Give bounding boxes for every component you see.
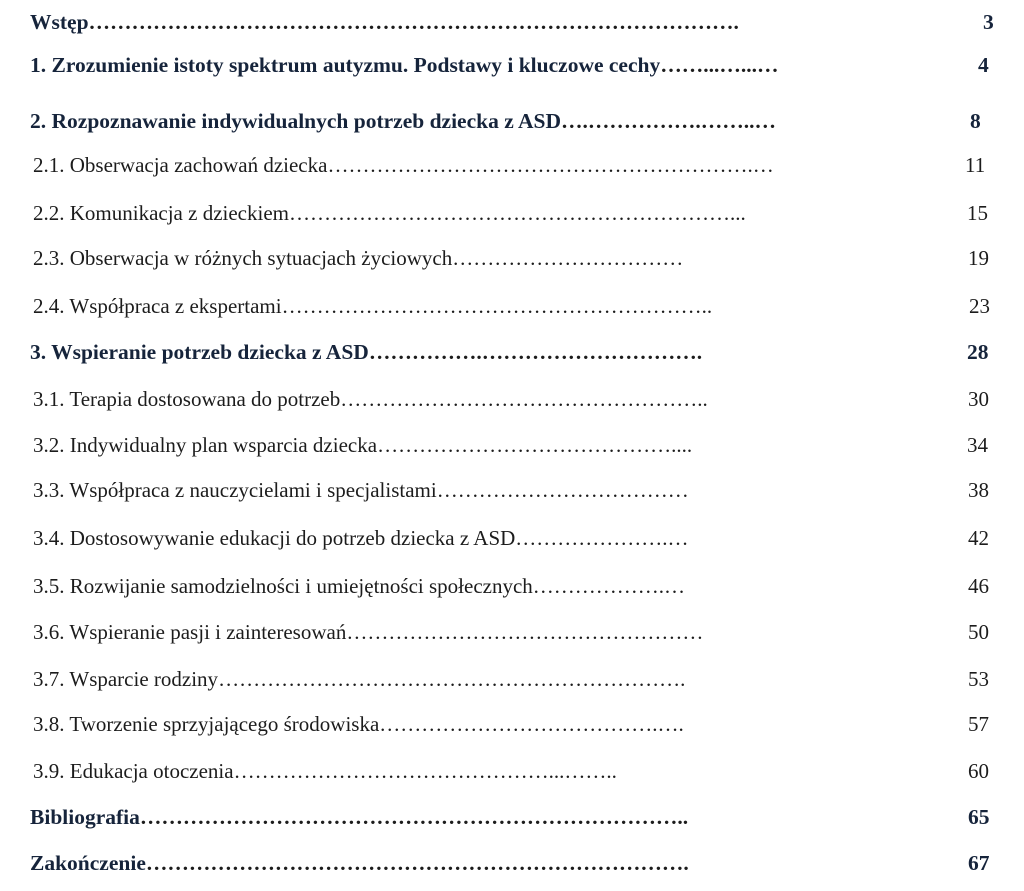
toc-entry-title: 3.1. Terapia dostosowana do potrzeb <box>33 387 341 411</box>
toc-entry-leader: …………………………………………….. <box>340 387 708 411</box>
toc-entry-section-3-7 <box>0 659 1024 699</box>
toc-entry-page: 65 <box>968 805 990 829</box>
toc-entry-page: 23 <box>969 294 990 318</box>
toc-entry-page: 4 <box>978 53 989 77</box>
toc-entry-title: Wstęp <box>30 10 89 34</box>
toc-entry-chapter-3 <box>0 332 1024 372</box>
toc-entry-title: 2.2. Komunikacja z dzieckiem <box>33 201 289 225</box>
toc-entry-leader: ………………………………….…. <box>379 712 684 736</box>
toc-entry-wstep <box>0 2 1024 42</box>
toc-entry-leader: ……………………………… <box>436 478 689 502</box>
toc-entry-section-2-1 <box>0 145 1024 185</box>
toc-entry-leader: ………………………………………………………………….. <box>139 805 689 829</box>
toc-entry-leader: …………………………………………………………………. <box>145 851 689 875</box>
toc-entry-title: 2.3. Obserwacja w różnych sytuacjach życiowych <box>33 246 453 270</box>
toc-entry-section-3-1 <box>0 379 1024 419</box>
toc-entry-title: 3.6. Wspieranie pasji i zainteresowań <box>33 620 347 644</box>
toc-entry-title: 1. Zrozumienie istoty spektrum autyzmu. Podstawy i kluczowe cechy <box>30 53 661 77</box>
toc-entry-section-3-9 <box>0 751 1024 791</box>
toc-entry-page: 46 <box>968 574 989 598</box>
toc-entry-page: 30 <box>968 387 989 411</box>
toc-entry-bibliografia <box>0 797 1024 837</box>
toc-entry-leader: …………………………………………………….… <box>327 153 774 177</box>
toc-entry-page: 60 <box>968 759 989 783</box>
toc-entry-title: 2.4. Współpraca z ekspertami <box>33 294 282 318</box>
toc-entry-page: 38 <box>968 478 989 502</box>
toc-entry-page: 67 <box>968 851 990 875</box>
toc-entry-page: 53 <box>968 667 989 691</box>
toc-entry-zakonczenie <box>0 843 1024 883</box>
toc-entry-section-3-3 <box>0 470 1024 510</box>
toc-entry-section-3-2 <box>0 425 1024 465</box>
toc-entry-title: Bibliografia <box>30 805 140 829</box>
toc-entry-leader: …………………………………….... <box>377 433 693 457</box>
toc-entry-title: 3.4. Dostosowywanie edukacji do potrzeb dziecka z ASD <box>33 526 516 550</box>
toc-entry-leader: …………………………… <box>452 246 684 270</box>
toc-entry-title: 2.1. Obserwacja zachowań dziecka <box>33 153 328 177</box>
toc-entry-title: Zakończenie <box>30 851 146 875</box>
toc-entry-section-2-3 <box>0 238 1024 278</box>
toc-entry-section-2-2 <box>0 193 1024 233</box>
toc-entry-page: 42 <box>968 526 989 550</box>
toc-entry-leader: ………………………………………...…….. <box>233 759 617 783</box>
toc-entry-page: 15 <box>967 201 988 225</box>
toc-entry-title: 3.9. Edukacja otoczenia <box>33 759 234 783</box>
toc-entry-leader: …………….…………………………. <box>368 340 703 364</box>
toc-entry-leader: ……...…...… <box>660 53 779 77</box>
toc-entry-page: 3 <box>983 10 994 34</box>
toc-entry-title: 3.7. Wsparcie rodziny <box>33 667 219 691</box>
toc-entry-leader: …………………………………………… <box>346 620 704 644</box>
toc-entry-section-3-6 <box>0 612 1024 652</box>
toc-entry-page: 28 <box>967 340 989 364</box>
toc-entry-leader: ………………………………………………………... <box>289 201 746 225</box>
toc-entry-section-3-4 <box>0 518 1024 558</box>
toc-entry-chapter-1 <box>0 45 1024 85</box>
toc-entry-leader: ….…………….……..… <box>560 109 776 133</box>
toc-entry-leader: ………………….… <box>515 526 689 550</box>
toc-entry-page: 11 <box>965 153 986 177</box>
toc-entry-section-3-8 <box>0 704 1024 744</box>
toc-entry-title: 3.8. Tworzenie sprzyjającego środowiska <box>33 712 380 736</box>
toc-entry-section-3-5 <box>0 566 1024 606</box>
toc-entry-page: 57 <box>968 712 989 736</box>
toc-entry-leader: ………………………………………………………………………………. <box>88 10 739 34</box>
toc-entry-chapter-2 <box>0 101 1024 141</box>
toc-entry-title: 3.3. Współpraca z nauczycielami i specjalistami <box>33 478 437 502</box>
toc-entry-leader: …………………………………………………………. <box>218 667 686 691</box>
toc-entry-page: 34 <box>967 433 988 457</box>
toc-entry-title: 3. Wspieranie potrzeb dziecka z ASD <box>30 340 369 364</box>
toc-entry-title: 3.2. Indywidualny plan wsparcia dziecka <box>33 433 378 457</box>
toc-entry-leader: ……………….… <box>532 574 686 598</box>
toc-entry-page: 50 <box>968 620 989 644</box>
toc-entry-title: 2. Rozpoznawanie indywidualnych potrzeb dziecka z ASD <box>30 109 561 133</box>
toc-entry-page: 8 <box>970 109 981 133</box>
toc-entry-title: 3.5. Rozwijanie samodzielności i umiejętności społecznych <box>33 574 533 598</box>
toc-entry-section-2-4 <box>0 286 1024 326</box>
toc-entry-leader: …………………………………………………….. <box>281 294 713 318</box>
toc-entry-page: 19 <box>968 246 989 270</box>
